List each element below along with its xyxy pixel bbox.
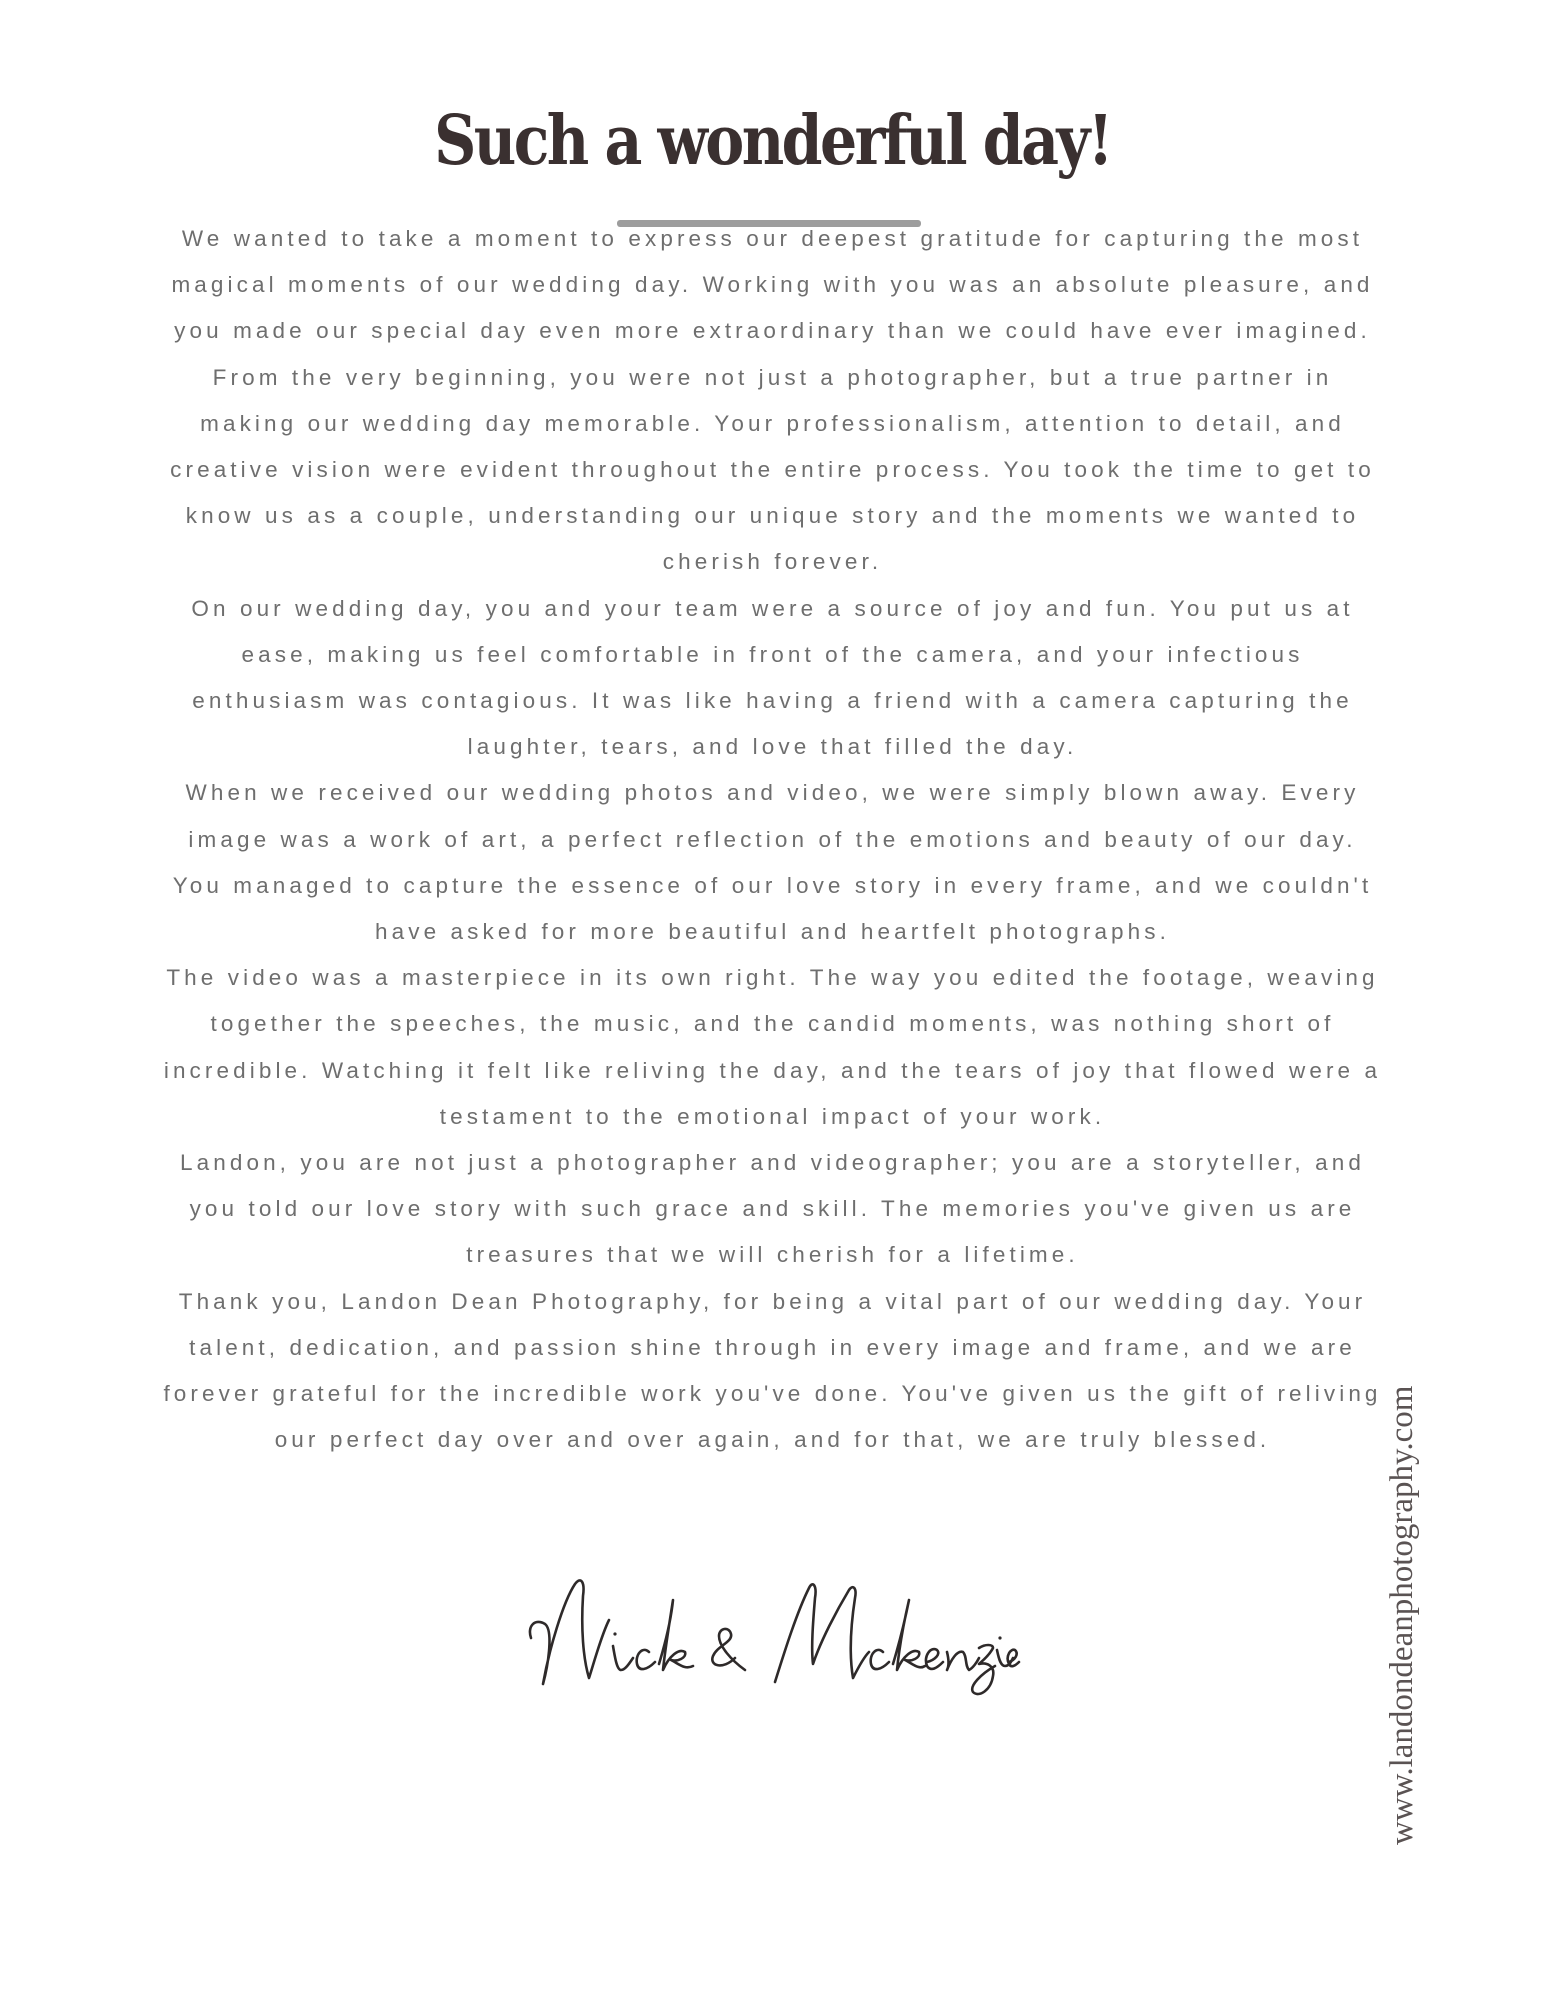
letter-body bbox=[160, 216, 1385, 1463]
letter-paragraph: When we received our wedding photos and video, we were simply blown away. Every image was a work of art, a perfect reflection of the emotions and beauty of our day. You managed to capture the essence of our love story in every frame, and we couldn't have asked for more beautiful and heartfelt photographs. bbox=[172, 780, 1373, 945]
letter-paragraph: On our wedding day, you and your team were a source of joy and fun. You put us at ease, making us feel comfortable in front of the camera, and your infectious enthusiasm was contagious. It was like having a friend with a camera capturing the laughter, tears, and love that filled the day. bbox=[191, 595, 1354, 760]
letter-paragraph: From the very beginning, you were not just a photographer, but a true partner in making our wedding day memorable. Your professionalism, attention to detail, and creative vision were evident throughout the entire process. You took the time to get to know us as a couple, understanding our unique story and the moments we wanted to cherish forever. bbox=[170, 364, 1375, 575]
signature-drawing bbox=[523, 1566, 1023, 1696]
letter-paragraph: Landon, you are not just a photographer and videographer; you are a storyteller, and you told our love story with such grace and skill. The memories you've given us are treasures that we will cherish for a lifetime. bbox=[180, 1150, 1365, 1268]
handwritten-signature bbox=[0, 1566, 1545, 1696]
letter-paragraph: Thank you, Landon Dean Photography, for being a vital part of our wedding day. Your talent, dedication, and passion shine through in every image and frame, and we are forever grateful for the incredible work you've done. You've given us the gift of reliving our perfect day over and over again, and for that, we are truly blessed. bbox=[163, 1288, 1382, 1453]
letter-paragraph: The video was a masterpiece in its own right. The way you edited the footage, weaving together the speeches, the music, and the candid moments, was nothing short of incredible. Watching it felt like reliving the day, and the tears of joy that flowed were a testament to the emotional impact of your work. bbox=[163, 965, 1382, 1129]
page-title: Such a wonderful day! bbox=[434, 101, 1111, 181]
website-url-vertical: www.landondeanphotography.com bbox=[1384, 1385, 1420, 1845]
letter-paragraph: We wanted to take a moment to express our deepest gratitude for capturing the most magical moments of our wedding day. Working with you was an absolute pleasure, and you made our special day even more extraordinary than we could have ever imagined. bbox=[171, 226, 1374, 344]
